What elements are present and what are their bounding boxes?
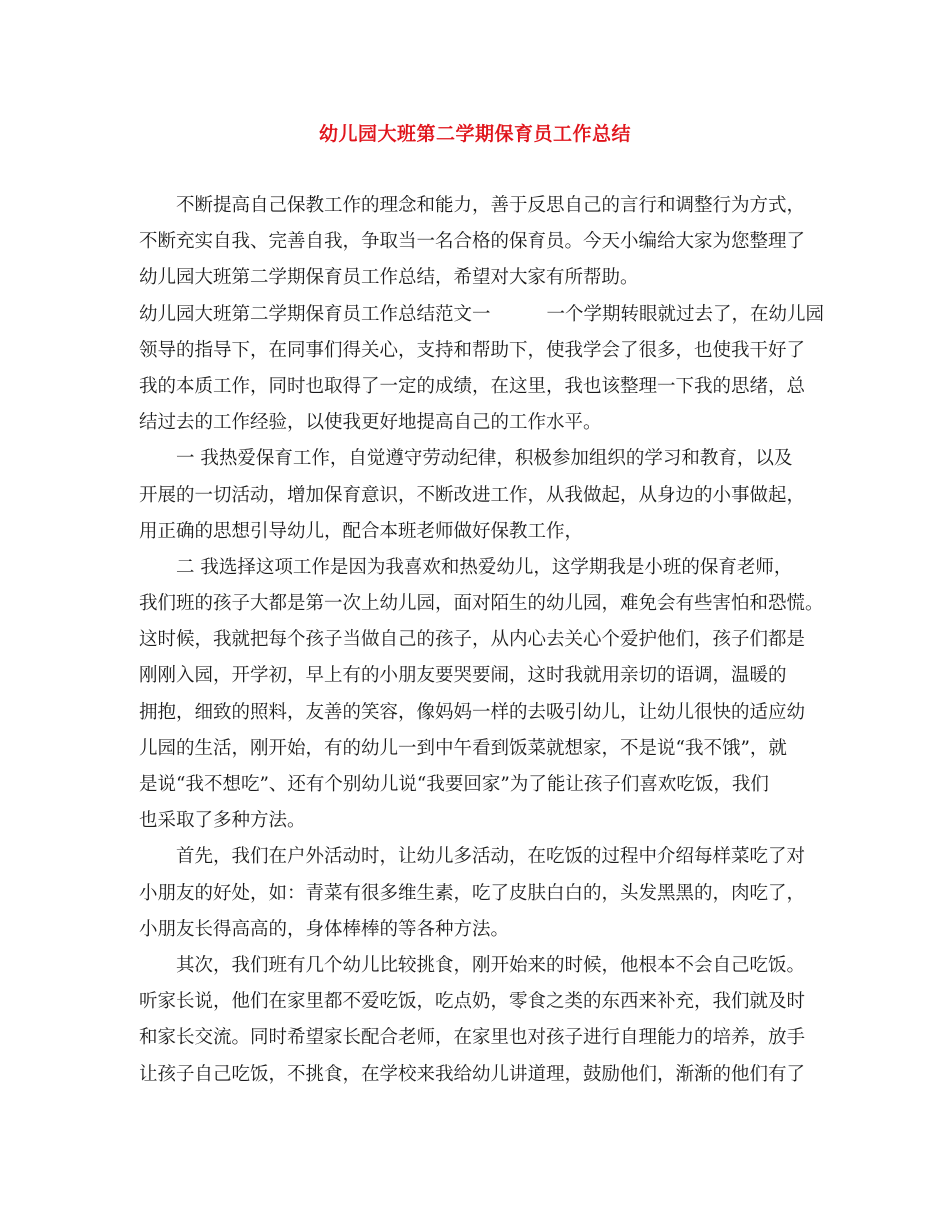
text-line: 不断提高自己保教工作的理念和能力，善于反思自己的言行和调整行为方式， [176, 195, 806, 216]
text-line: 拥抱，细致的照料，友善的笑容，像妈妈一样的去吸引幼儿，让幼儿很快的适应幼 [139, 701, 806, 723]
text-line: 小朋友的好处，如：青菜有很多维生素，吃了皮肤白白的，头发黑黑的，肉吃了， [139, 882, 806, 904]
text-line: 听家长说，他们在家里都不爱吃饭，吃点奶，零食之类的东西来补充，我们就及时 [139, 991, 806, 1013]
text-line: 我们班的孩子大都是第一次上幼儿园，面对陌生的幼儿园，难免会有些害怕和恐慌。 [139, 593, 824, 615]
text-line: 一 我热爱保育工作，自觉遵守劳动纪律，积极参加组织的学习和教育，以及 [176, 448, 793, 470]
text-line: 首先，我们在户外活动时，让幼儿多活动，在吃饭的过程中介绍每样菜吃了对 [176, 846, 806, 868]
text-line-heading [139, 297, 825, 333]
text-line: 开展的一切活动，增加保育意识，不断改进工作，从我做起，从身边的小事做起， [139, 484, 806, 506]
text-line: 我的本质工作，同时也取得了一定的成绩，在这里，我也该整理一下我的思绪，总 [139, 375, 806, 397]
text-line: 结过去的工作经验，以使我更好地提高自己的工作水平。 [139, 412, 602, 434]
text-line: 二 我选择这项工作是因为我喜欢和热爱幼儿，这学期我是小班的保育老师， [176, 556, 793, 578]
text-line: 其次，我们班有几个幼儿比较挑食，刚开始来的时候，他根本不会自己吃饭。 [176, 954, 806, 976]
text-line: 也采取了多种方法。 [139, 810, 306, 832]
text-line: 小朋友长得高高的，身体棒棒的等各种方法。 [139, 918, 510, 940]
text-line: 和家长交流。同时希望家长配合老师，在家里也对孩子进行自理能力的培养，放手 [139, 1027, 806, 1049]
text-line: 让孩子自己吃饭，不挑食，在学校来我给幼儿讲道理，鼓励他们，渐渐的他们有了 [139, 1063, 806, 1085]
text-segment: 一个学期转眼就过去了，在幼儿园 [546, 303, 825, 325]
text-line: 儿园的生活，刚开始，有的幼儿一到中午看到饭菜就想家，不是说“我不饿”，就 [139, 737, 787, 759]
text-line: 是说“我不想吃”、还有个别幼儿说“我要回家”为了能让孩子们喜欢吃饭，我们 [139, 774, 769, 795]
text-line: 幼儿园大班第二学期保育员工作总结，希望对大家有所帮助。 [139, 267, 639, 289]
text-line: 领导的指导下，在同事们得关心，支持和帮助下，使我学会了很多，也使我干好了 [139, 339, 806, 361]
section-heading: 幼儿园大班第二学期保育员工作总结范文一 [139, 303, 491, 325]
text-line: 刚刚入园，开学初，早上有的小朋友要哭要闹，这时我就用亲切的语调，温暖的 [139, 665, 787, 687]
text-line: 这时候，我就把每个孩子当做自己的孩子，从内心去关心个爱护他们，孩子们都是 [139, 629, 806, 651]
text-line: 不断充实自我、完善自我，争取当一名合格的保育员。今天小编给大家为您整理了 [139, 231, 806, 253]
document-body [139, 188, 825, 1093]
document-title: 幼儿园大班第二学期保育员工作总结 [318, 123, 631, 145]
text-line: 用正确的思想引导幼儿，配合本班老师做好保教工作， [139, 520, 584, 542]
